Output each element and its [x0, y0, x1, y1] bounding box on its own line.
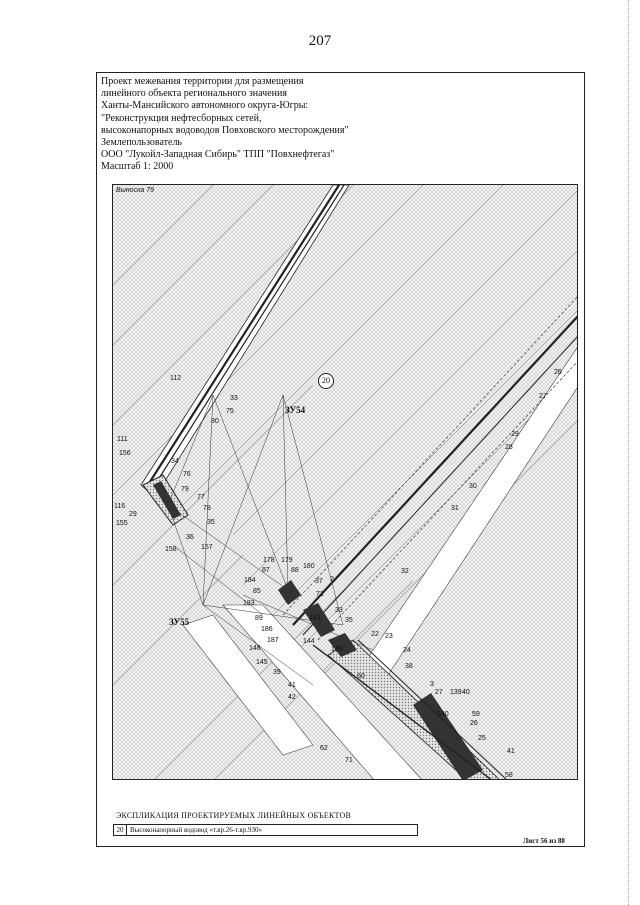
point-label: 22 [371, 631, 379, 638]
point-label: 180 [303, 563, 315, 570]
point-label: 24 [403, 647, 411, 654]
object-marker: 20 [318, 373, 334, 389]
point-label: 178 [263, 557, 275, 564]
point-label: 186 [261, 626, 273, 633]
point-label: 88 [291, 567, 299, 574]
point-label: 116 [114, 503, 126, 510]
point-label: 25 [478, 735, 486, 742]
point-label: 77 [197, 494, 205, 501]
point-label: 80 [211, 418, 219, 425]
point-label: 27 [435, 689, 443, 696]
point-label: 112 [170, 375, 182, 382]
point-label: 148 [249, 645, 261, 652]
point-label: 26 [554, 369, 562, 376]
point-label: 183 [243, 600, 255, 607]
point-label: 184 [244, 577, 256, 584]
point-label: 89 [255, 615, 263, 622]
legend-number: 20 [114, 825, 127, 835]
point-label: 155 [116, 520, 128, 527]
sheet-header [101, 76, 571, 174]
legend-title: ЭКСПЛИКАЦИЯ ПРОЕКТИРУЕМЫХ ЛИНЕЙНЫХ ОБЪЕКТОВ [116, 811, 352, 820]
header-line: Ханты-Мансийского автономного округа-Югры: [101, 100, 309, 112]
sheet-footer: Лист 56 из 88 [523, 837, 565, 845]
point-label: 111 [117, 436, 128, 443]
point-label: 139 [450, 689, 462, 696]
point-label: 62 [320, 745, 328, 752]
point-label: 156 [119, 450, 131, 457]
header-line: ООО "Лукойл-Западная Сибирь" ТПП "Повхнефтегаз" [101, 149, 335, 161]
point-label: 29 [511, 431, 519, 438]
header-line: Проект межевания территории для размещения [101, 76, 304, 87]
map-svg [113, 185, 578, 780]
point-label: 140 [437, 711, 449, 718]
point-label: 31 [451, 505, 459, 512]
legend-text: Высоконапорный водовод «т.вр.26-т.вр.930» [130, 826, 262, 834]
point-label: 29 [129, 511, 137, 518]
point-label: 32 [401, 568, 409, 575]
point-label: 42 [288, 694, 296, 701]
point-label: 60 [357, 673, 365, 680]
point-label: 35 [207, 519, 215, 526]
point-label: 41 [288, 682, 296, 689]
point-label: 158 [165, 546, 177, 553]
point-label: 59 [472, 711, 480, 718]
point-label: 41 [507, 748, 515, 755]
point-label: 71 [345, 757, 353, 764]
header-line: линейного объекта регионального значения [101, 88, 287, 100]
legend-row [113, 824, 418, 836]
point-label: 146 [331, 646, 343, 653]
point-label: 33 [335, 607, 343, 614]
point-label: 179 [281, 557, 293, 564]
header-line: высоконапорных водоводов Повховского месторождения" [101, 124, 349, 136]
point-label: 36 [186, 534, 194, 541]
point-label: 39 [273, 669, 281, 676]
zone-label: ЗУ54 [285, 405, 306, 415]
point-label: 143 [309, 615, 321, 622]
point-label: 30 [469, 483, 477, 490]
header-line: Землепользователь [101, 137, 182, 149]
point-label: 79 [181, 486, 189, 493]
point-label: 78 [203, 505, 211, 512]
point-label: 34 [171, 458, 179, 465]
page-number: 207 [308, 33, 332, 49]
point-label: 58 [505, 772, 513, 779]
point-label: 76 [183, 471, 191, 478]
point-label: 33 [230, 395, 238, 402]
point-label: 145 [256, 659, 268, 666]
point-label: 35 [345, 617, 353, 624]
point-label: 87 [262, 567, 270, 574]
point-label: 2 [330, 576, 334, 583]
point-label: 27 [539, 393, 547, 400]
page-edge-rule [628, 0, 630, 905]
point-label: 187 [267, 637, 279, 644]
point-label: 85 [253, 588, 261, 595]
inset-label: Выноска 79 [116, 187, 154, 194]
point-label: 157 [201, 544, 213, 551]
point-label: 75 [226, 408, 234, 415]
point-label: 71 [316, 591, 324, 598]
point-label: 40 [462, 689, 470, 696]
point-label: 144 [303, 638, 315, 645]
point-label: 38 [405, 663, 413, 670]
point-label: 23 [385, 633, 393, 640]
point-label: 28 [505, 444, 513, 451]
map-drawing[interactable] [112, 184, 578, 780]
header-line: "Реконструкция нефтесборных сетей, [101, 112, 262, 124]
zone-label: ЗУ55 [169, 617, 190, 627]
point-label: 3 [430, 681, 434, 688]
header-line: Масштаб 1: 2000 [101, 161, 174, 173]
point-label: 26 [470, 720, 478, 727]
point-label: 37 [315, 578, 323, 585]
